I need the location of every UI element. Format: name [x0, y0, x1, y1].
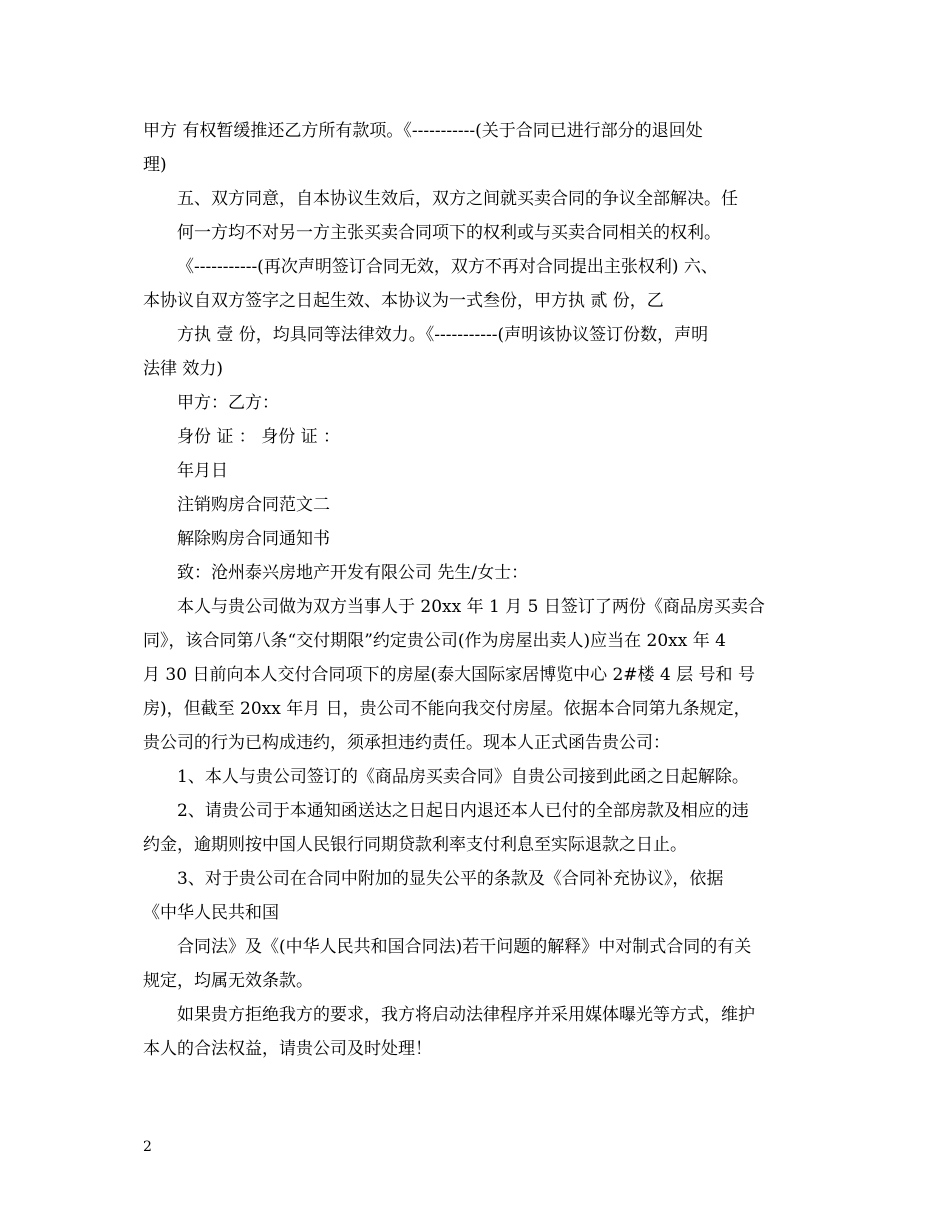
notice-title: 解除购房合同通知书 [177, 529, 330, 549]
text-line-19: 贵公司的行为已构成违约，须承担违约责任。现本人正式函告贵公司： [143, 733, 670, 753]
notice-addressee: 致：沧州泰兴房地产开发有限公司 先生/女士： [177, 563, 529, 583]
text-line-17: 月 30 日前向本人交付合同项下的房屋(泰大国际家居博览中心 2#楼 4 层 号和 号 [143, 665, 755, 685]
text-line-7: 方执 壹 份，均具同等法律效力。《-----------(声明该协议签订份数，声明 [177, 325, 709, 345]
text-line-1: 甲方 有权暂缓推还乙方所有款项。《-----------(关于合同已进行部分的退回处 [143, 121, 703, 141]
text-line-24: 《中华人民共和国 [143, 903, 279, 923]
text-line-22: 约金，逾期则按中国人民银行同期贷款利率支付利息至实际退款之日止。 [143, 835, 687, 855]
signature-party-labels: 甲方：乙方： [177, 393, 279, 413]
text-line-25: 合同法》及《(中华人民共和国合同法)若干问题的解释》中对制式合同的有关 [177, 937, 752, 957]
text-line-4: 何一方均不对另一方主张买卖合同项下的权利或与买卖合同相关的权利。 [177, 223, 721, 243]
section-title: 注销购房合同范文二 [177, 495, 330, 515]
text-line-20: 1、本人与贵公司签订的《商品房买卖合同》自贵公司接到此函之日起解除。 [177, 767, 749, 787]
text-line-23: 3、对于贵公司在合同中附加的显失公平的条款及《合同补充协议》，依据 [177, 869, 724, 889]
text-line-8: 法律 效力) [143, 359, 224, 379]
page-number: 2 [143, 1139, 152, 1155]
text-line-5: 《-----------(再次声明签订合同无效，双方不再对合同提出主张权利) 六、 [177, 257, 718, 277]
signature-id-labels: 身份 证 ： 身份 证 ： [177, 427, 341, 447]
text-line-16: 同》，该合同第八条“交付期限”约定贵公司(作为房屋出卖人)应当在 20xx 年 4 [143, 631, 726, 651]
text-line-26: 规定，均属无效条款。 [143, 971, 313, 991]
document-body [143, 114, 811, 1066]
text-line-3: 五、双方同意，自本协议生效后，双方之间就买卖合同的争议全部解决。任 [177, 189, 738, 209]
text-line-28: 本人的合法权益，请贵公司及时处理！ [143, 1039, 432, 1059]
signature-date-label: 年月日 [177, 461, 228, 481]
text-line-6: 本协议自双方签字之日起生效、本协议为一式叁份，甲方执 贰 份，乙 [143, 291, 664, 311]
text-line-15: 本人与贵公司做为双方当事人于 20xx 年 1 月 5 日签订了两份《商品房买卖合 [177, 597, 765, 617]
text-line-27: 如果贵方拒绝我方的要求，我方将启动法律程序并采用媒体曝光等方式，维护 [177, 1005, 755, 1025]
text-line-21: 2、请贵公司于本通知函送达之日起日内退还本人已付的全部房款及相应的违 [177, 801, 749, 821]
text-line-18: 房)，但截至 20xx 年月 日，贵公司不能向我交付房屋。依据本合同第九条规定， [143, 699, 751, 719]
text-line-2: 理) [143, 155, 167, 175]
